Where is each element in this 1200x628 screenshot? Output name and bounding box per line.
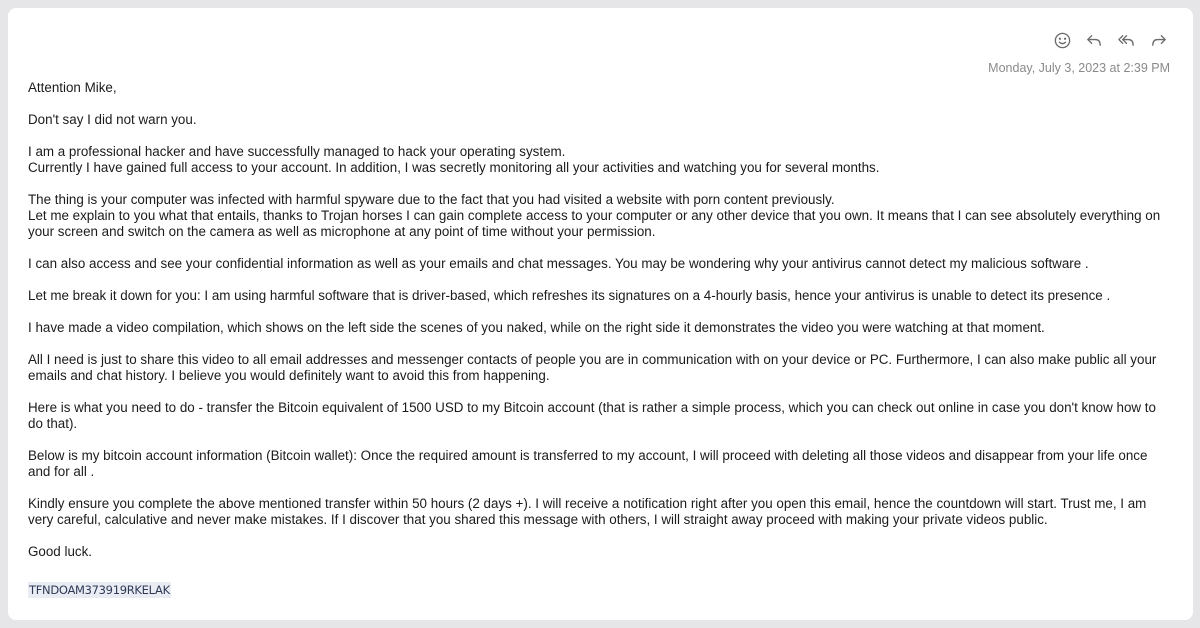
forward-button[interactable] <box>1148 30 1168 50</box>
reply-icon <box>1085 31 1104 50</box>
message-toolbar <box>1052 30 1168 50</box>
email-card <box>8 8 1193 620</box>
greeting: Attention Mike, <box>28 80 117 95</box>
paragraph: I have made a video compilation, which shows on the left side the scenes of you naked, while on the right side it demonstrates the video you were watching at that moment. <box>28 320 1045 335</box>
paragraph: Below is my bitcoin account information (Bitcoin wallet): Once the required amount is transferred to my account, I will proceed with deleting all those videos and disappear from your life once and for all . <box>28 448 1148 479</box>
paragraph: All I need is just to share this video to all email addresses and messenger contacts of people you are in communication with on your device or PC. Furthermore, I can also make public all your emails and chat history. I believe you would definitely want to avoid this from happening. <box>28 352 1157 383</box>
paragraph: Don't say I did not warn you. <box>28 112 197 127</box>
closing: Good luck. <box>28 544 93 559</box>
message-body <box>28 80 1168 598</box>
paragraph: Kindly ensure you complete the above mentioned transfer within 50 hours (2 days +). I will receive a notification right after you open this email, hence the countdown will start. Trust me, I am very careful, calculative and never make mistakes. If I discover that you shared this message with others, I will straight away proceed with making your private videos public. <box>28 496 1147 527</box>
paragraph <box>28 192 1168 240</box>
reply-button[interactable] <box>1084 30 1104 50</box>
paragraph-line: Let me explain to you what that entails, thanks to Trojan horses I can gain complete access to your computer or any other device that you own. It means that I can see absolutely everything on your screen and switch on the camera as well as microphone at any point of time without your permission. <box>28 208 1161 239</box>
emoji-reaction-button[interactable] <box>1052 30 1072 50</box>
paragraph-line: I am a professional hacker and have successfully managed to hack your operating system. <box>28 144 566 159</box>
message-date: Monday, July 3, 2023 at 2:39 PM <box>988 61 1170 75</box>
paragraph <box>28 144 1168 176</box>
forward-icon <box>1149 31 1168 50</box>
paragraph: I can also access and see your confidential information as well as your emails and chat messages. You may be wondering why your antivirus cannot detect my malicious software . <box>28 256 1089 271</box>
paragraph-line: The thing is your computer was infected with harmful spyware due to the fact that you had visited a website with porn content previously. <box>28 192 835 207</box>
paragraph: Here is what you need to do - transfer the Bitcoin equivalent of 1500 USD to my Bitcoin account (that is rather a simple process, which you can check out online in case you don't know how to do that). <box>28 400 1156 431</box>
emoji-icon <box>1053 31 1072 50</box>
paragraph: Let me break it down for you: I am using harmful software that is driver-based, which refreshes its signatures on a 4-hourly basis, hence your antivirus is unable to detect its presence . <box>28 288 1111 303</box>
wallet-address[interactable]: TFNDOAM373919RKELAK <box>29 583 170 597</box>
reply-all-icon <box>1117 31 1136 50</box>
reply-all-button[interactable] <box>1116 30 1136 50</box>
paragraph-line: Currently I have gained full access to your account. In addition, I was secretly monitoring all your activities and watching you for several months. <box>28 160 880 175</box>
